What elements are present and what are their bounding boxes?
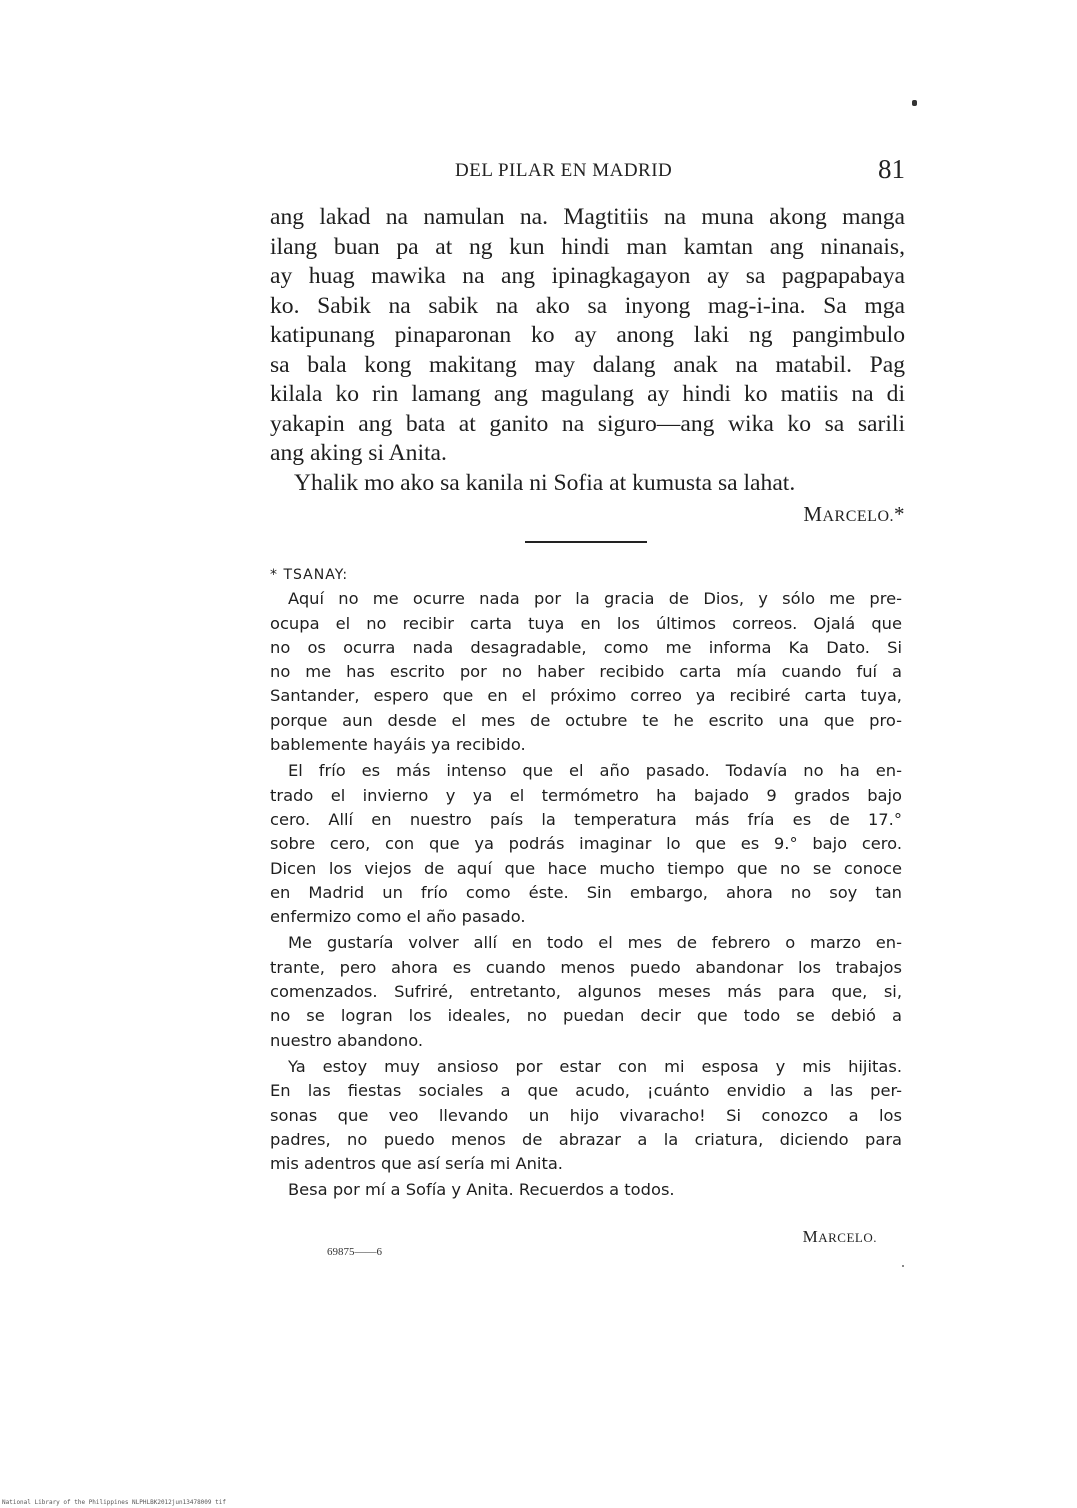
footnote-line: Besa por mí a Sofía y Anita. Recuerdos a todos. [288,1180,675,1200]
footnote-line: El frío es más intenso que el año pasado. Todavía no ha en- [288,761,902,781]
section-rule [525,541,647,543]
text-line: ang lakad na namulan na. Magtitiis na muna akong manga [270,204,905,230]
text-line: yakapin ang bata at ganito na siguro—ang wika ko sa sarili [270,410,905,437]
text-line: ang aking si Anita. [270,440,447,466]
footnote-line: cero. Allí en nuestro país la temperatura más fría es de 17.° [270,809,902,829]
letter-signature [803,502,905,527]
ink-dot [912,100,917,106]
main-text [270,203,905,498]
footnote-mark: * [894,502,905,526]
footnote-paragraph [270,587,902,757]
text-line: ay huag mawika na ang ipinagkagayon ay sa pagpapabaya [270,263,905,289]
footnote-line: comenzados. Sufriré, entretanto, algunos meses más para que, si, [270,982,902,1002]
footnote-line: porque aun desde el mes de octubre te he escrito una que pro- [270,710,902,730]
footnote-line: nuestro abandono. [270,1030,424,1050]
footnote-paragraph [270,931,902,1052]
footnote-line: mis adentros que así sería mi Anita. [270,1154,563,1174]
signature-rest: ARCELO. [818,1230,877,1245]
running-head [270,156,905,188]
footnote-line: no me has escrito por no haber recibido carta mía cuando fuí a [270,662,902,682]
footnote-line: trado el invierno y ya el termómetro ha bajado 9 grados bajo [270,785,902,805]
text-line: Yhalik mo ako sa kanila ni Sofia at kumusta sa lahat. [294,469,796,496]
footnote-line: Dicen los viejos de aquí que hace mucho tiempo que no se conoce [270,858,902,878]
footnote-paragraph [270,759,902,929]
signature-rest: ARCELO. [822,508,894,525]
footnote-line: padres, no puedo menos de abrazar a la criatura, diciendo para [270,1129,902,1149]
footnote-line: sobre cero, con que ya podrás imaginar lo que es 9.° bajo cero. [270,834,902,854]
footnote-line: Santander, espero que en el próximo correo ya recibiré carta tuya, [270,686,902,706]
footnote-signature [803,1227,877,1247]
footnote-line: bablemente hayáis ya recibido. [270,735,526,755]
footnote [270,563,902,1205]
text-line: katipunang pinaparonan ko ay anong laki ng pangimbulo [270,322,905,348]
footnote-line: enfermizo como el año pasado. [270,907,526,927]
ink-speck [902,1265,904,1267]
footnote-paragraph [270,1178,902,1202]
text-line: ko. Sabik na sabik na ako sa inyong mag-i-ina. Sa mga [270,292,905,319]
footnote-line: En las fiestas sociales a que acudo, ¡cuánto envidio a las per- [270,1081,902,1101]
running-title: DEL PILAR EN MADRID [455,160,673,181]
footnote-line: sonas que veo llevando un hijo vivaracho! Si conozco a los [270,1105,902,1125]
signature-initial: M [802,1227,819,1246]
sheet-code: 69875——6 [327,1246,382,1258]
footnote-line: no os ocurra nada desagradable, como me informa Ka Dato. Si [270,637,902,657]
footnote-line: Me gustaría volver allí en todo el mes de febrero o marzo en- [288,933,902,953]
footnote-label: * TSANAY: [270,567,349,583]
footnote-line: en Madrid un frío como éste. Sin embargo, ahora no soy tan [270,882,902,902]
text-line: sa bala kong makitang may dalang anak na matabil. Pag [270,351,905,378]
footnote-line: ocupa el no recibir carta tuya en los últimos correos. Ojalá que [270,613,902,633]
footnote-paragraph [270,1055,902,1176]
scan-footer: National Library of the Philippines NLPHLBK2012jun13478009 tif [2,1499,226,1506]
signature-initial: M [803,502,823,526]
text-line: ilang buan pa at ng kun hindi man kamtan ang ninanais, [270,233,905,260]
page-number: 81 [878,154,905,184]
footnote-line: Ya estoy muy ansioso por estar con mi esposa y mis hijitas. [288,1056,902,1076]
footnote-line: no se logran los ideales, no puedan decir que todo se debió a [270,1006,902,1026]
text-line: kilala ko rin lamang ang magulang ay hindi ko matiis na di [270,381,905,407]
footnote-line: trante, pero ahora es cuando menos puedo abandonar los trabajos [270,957,902,977]
footnote-line: Aquí no me ocurre nada por la gracia de Dios, y sólo me pre- [288,589,902,609]
